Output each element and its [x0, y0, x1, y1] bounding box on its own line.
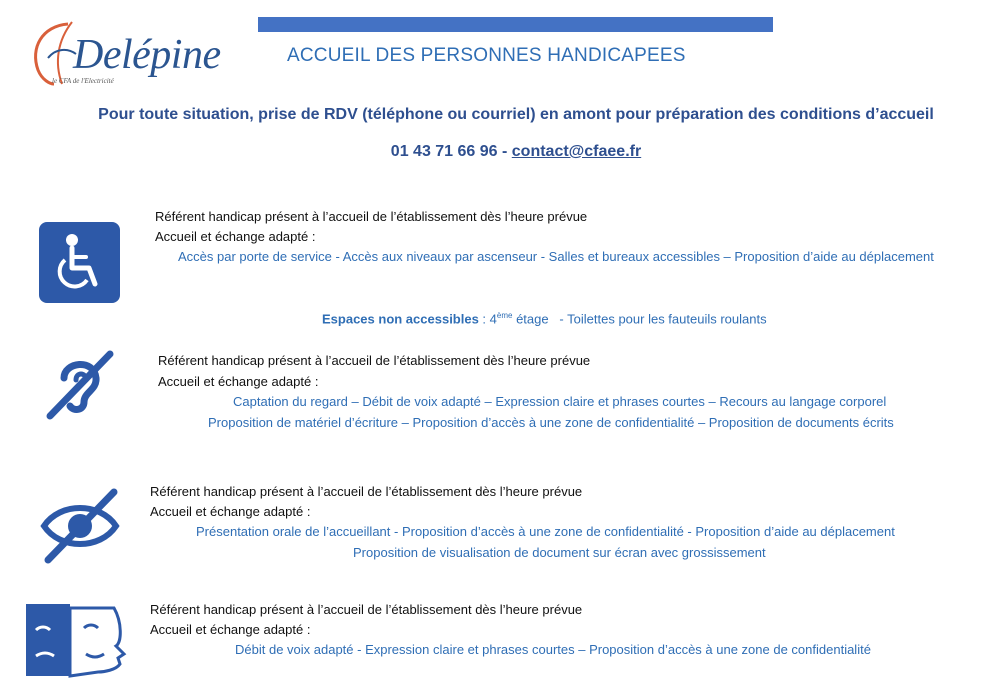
page-subtitle: Pour toute situation, prise de RDV (téléphone ou courriel) en amont pour préparation des conditions d’accueil	[98, 106, 934, 123]
wheelchair-icon	[39, 222, 120, 308]
logo-text: Delépine	[73, 32, 221, 78]
section2-line2: Accueil et échange adapté :	[158, 374, 319, 389]
note-bold: Espaces non accessibles	[322, 311, 479, 327]
email-link[interactable]: contact@cfaee.fr	[511, 143, 642, 160]
section2-detail2: Proposition de matériel d’écriture – Proposition d’accès à une zone de confidentialité – Proposition de documents écrits	[208, 415, 894, 430]
section1-line2: Accueil et échange adapté :	[155, 229, 316, 244]
visually-impaired-icon	[40, 488, 120, 569]
header-bar	[258, 17, 773, 32]
page-title: ACCUEIL DES PERSONNES HANDICAPEES	[287, 45, 686, 66]
note-mid: : 4	[478, 311, 497, 327]
delepine-logo	[28, 18, 233, 90]
section1-detail1: Accès par porte de service - Accès aux niveaux par ascenseur - Salles et bureaux accessibles – Proposition d’aide au déplacement	[178, 249, 934, 264]
section3-line1: Référent handicap présent à l’accueil de l’établissement dès l’heure prévue	[150, 484, 583, 499]
section3-detail1: Présentation orale de l’accueillant - Proposition d’accès à une zone de confidentialité - Proposition d’aide au déplacement	[196, 524, 895, 539]
section1-line1: Référent handicap présent à l’accueil de l’établissement dès l’heure prévue	[155, 209, 588, 224]
section4-line1: Référent handicap présent à l’accueil de l’établissement dès l’heure prévue	[150, 602, 583, 617]
section3-detail2: Proposition de visualisation de document sur écran avec grossissement	[353, 545, 766, 560]
mental-disability-icon	[24, 602, 136, 683]
section2-detail1: Captation du regard – Débit de voix adapté – Expression claire et phrases courtes – Recours au langage corporel	[233, 394, 887, 409]
note-sup: ème	[496, 311, 513, 320]
section4-detail1: Débit de voix adapté - Expression claire et phrases courtes – Proposition d’accès à une zone de confidentialité	[235, 642, 871, 657]
hearing-impaired-icon	[44, 348, 116, 425]
contact-line	[0, 143, 990, 161]
phone-number: 01 43 71 66 96	[390, 143, 498, 160]
logo-subtext: le CFA de l'Electricité	[52, 77, 114, 85]
section2-line1: Référent handicap présent à l’accueil de l’établissement dès l’heure prévue	[158, 353, 591, 368]
section3-line2: Accueil et échange adapté :	[150, 504, 311, 519]
contact-separator: -	[497, 143, 512, 160]
section1-note	[322, 308, 767, 327]
note-rest: étage - Toilettes pour les fauteuils roulants	[512, 311, 767, 327]
section4-line2: Accueil et échange adapté :	[150, 622, 311, 637]
